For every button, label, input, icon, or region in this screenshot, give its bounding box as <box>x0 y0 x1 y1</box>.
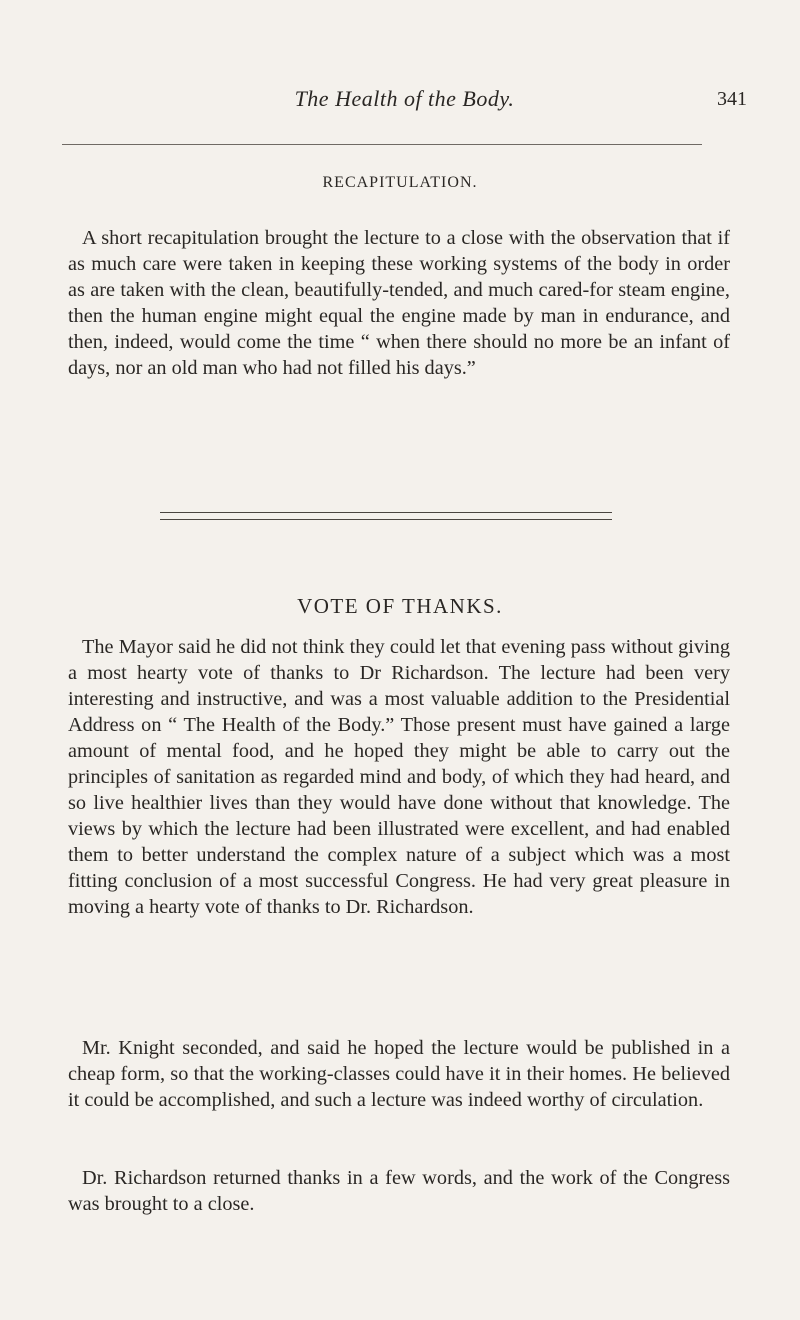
recapitulation-paragraph: A short recapitulation brought the lecture to a close with the observation that if as much care were taken in keeping these working systems of the body in order as are taken with the clean, beautifully-tended, and much cared-for steam engine, then the human engine might equal the engine made by man in endurance, and then, indeed, would come the time “ when there should no more be an infant of days, nor an old man who had not filled his days.” <box>68 227 730 379</box>
section-divider <box>160 512 612 520</box>
header-rule <box>62 144 702 145</box>
running-head <box>62 86 747 126</box>
running-title: The Health of the Body. <box>294 86 515 111</box>
richardson-paragraph: Dr. Richardson returned thanks in a few words, and the work of the Congress was brought to a close. <box>68 1167 730 1215</box>
mayor-paragraph: The Mayor said he did not think they could let that evening pass without giving a most hearty vote of thanks to Dr Richardson. The lecture had been very interesting and instructive, and was a most valuable addition to the Presidential Address on “ The Health of the Body.” Those present must have gained a large amount of mental food, and he hoped they might be able to carry out the principles of sanitation as regarded mind and body, of which they had heard, and so live healthier lives than they would have done without that knowledge. The views by which the lecture had been illustrated were excellent, and had enabled them to better understand the complex nature of a subject which was a most fitting conclusion of a most successful Congress. He had very great pleasure in moving a hearty vote of thanks to Dr. Richardson. <box>68 636 730 918</box>
vote-of-thanks-heading: VOTE OF THANKS. <box>297 594 503 618</box>
knight-paragraph: Mr. Knight seconded, and said he hoped the lecture would be published in a cheap form, so that the working-classes could have it in their homes. He believed it could be accomplished, and such a lecture was indeed worthy of circulation. <box>68 1037 730 1111</box>
recapitulation-heading: RECAPITULATION. <box>322 174 478 191</box>
page-number: 341 <box>717 88 747 110</box>
